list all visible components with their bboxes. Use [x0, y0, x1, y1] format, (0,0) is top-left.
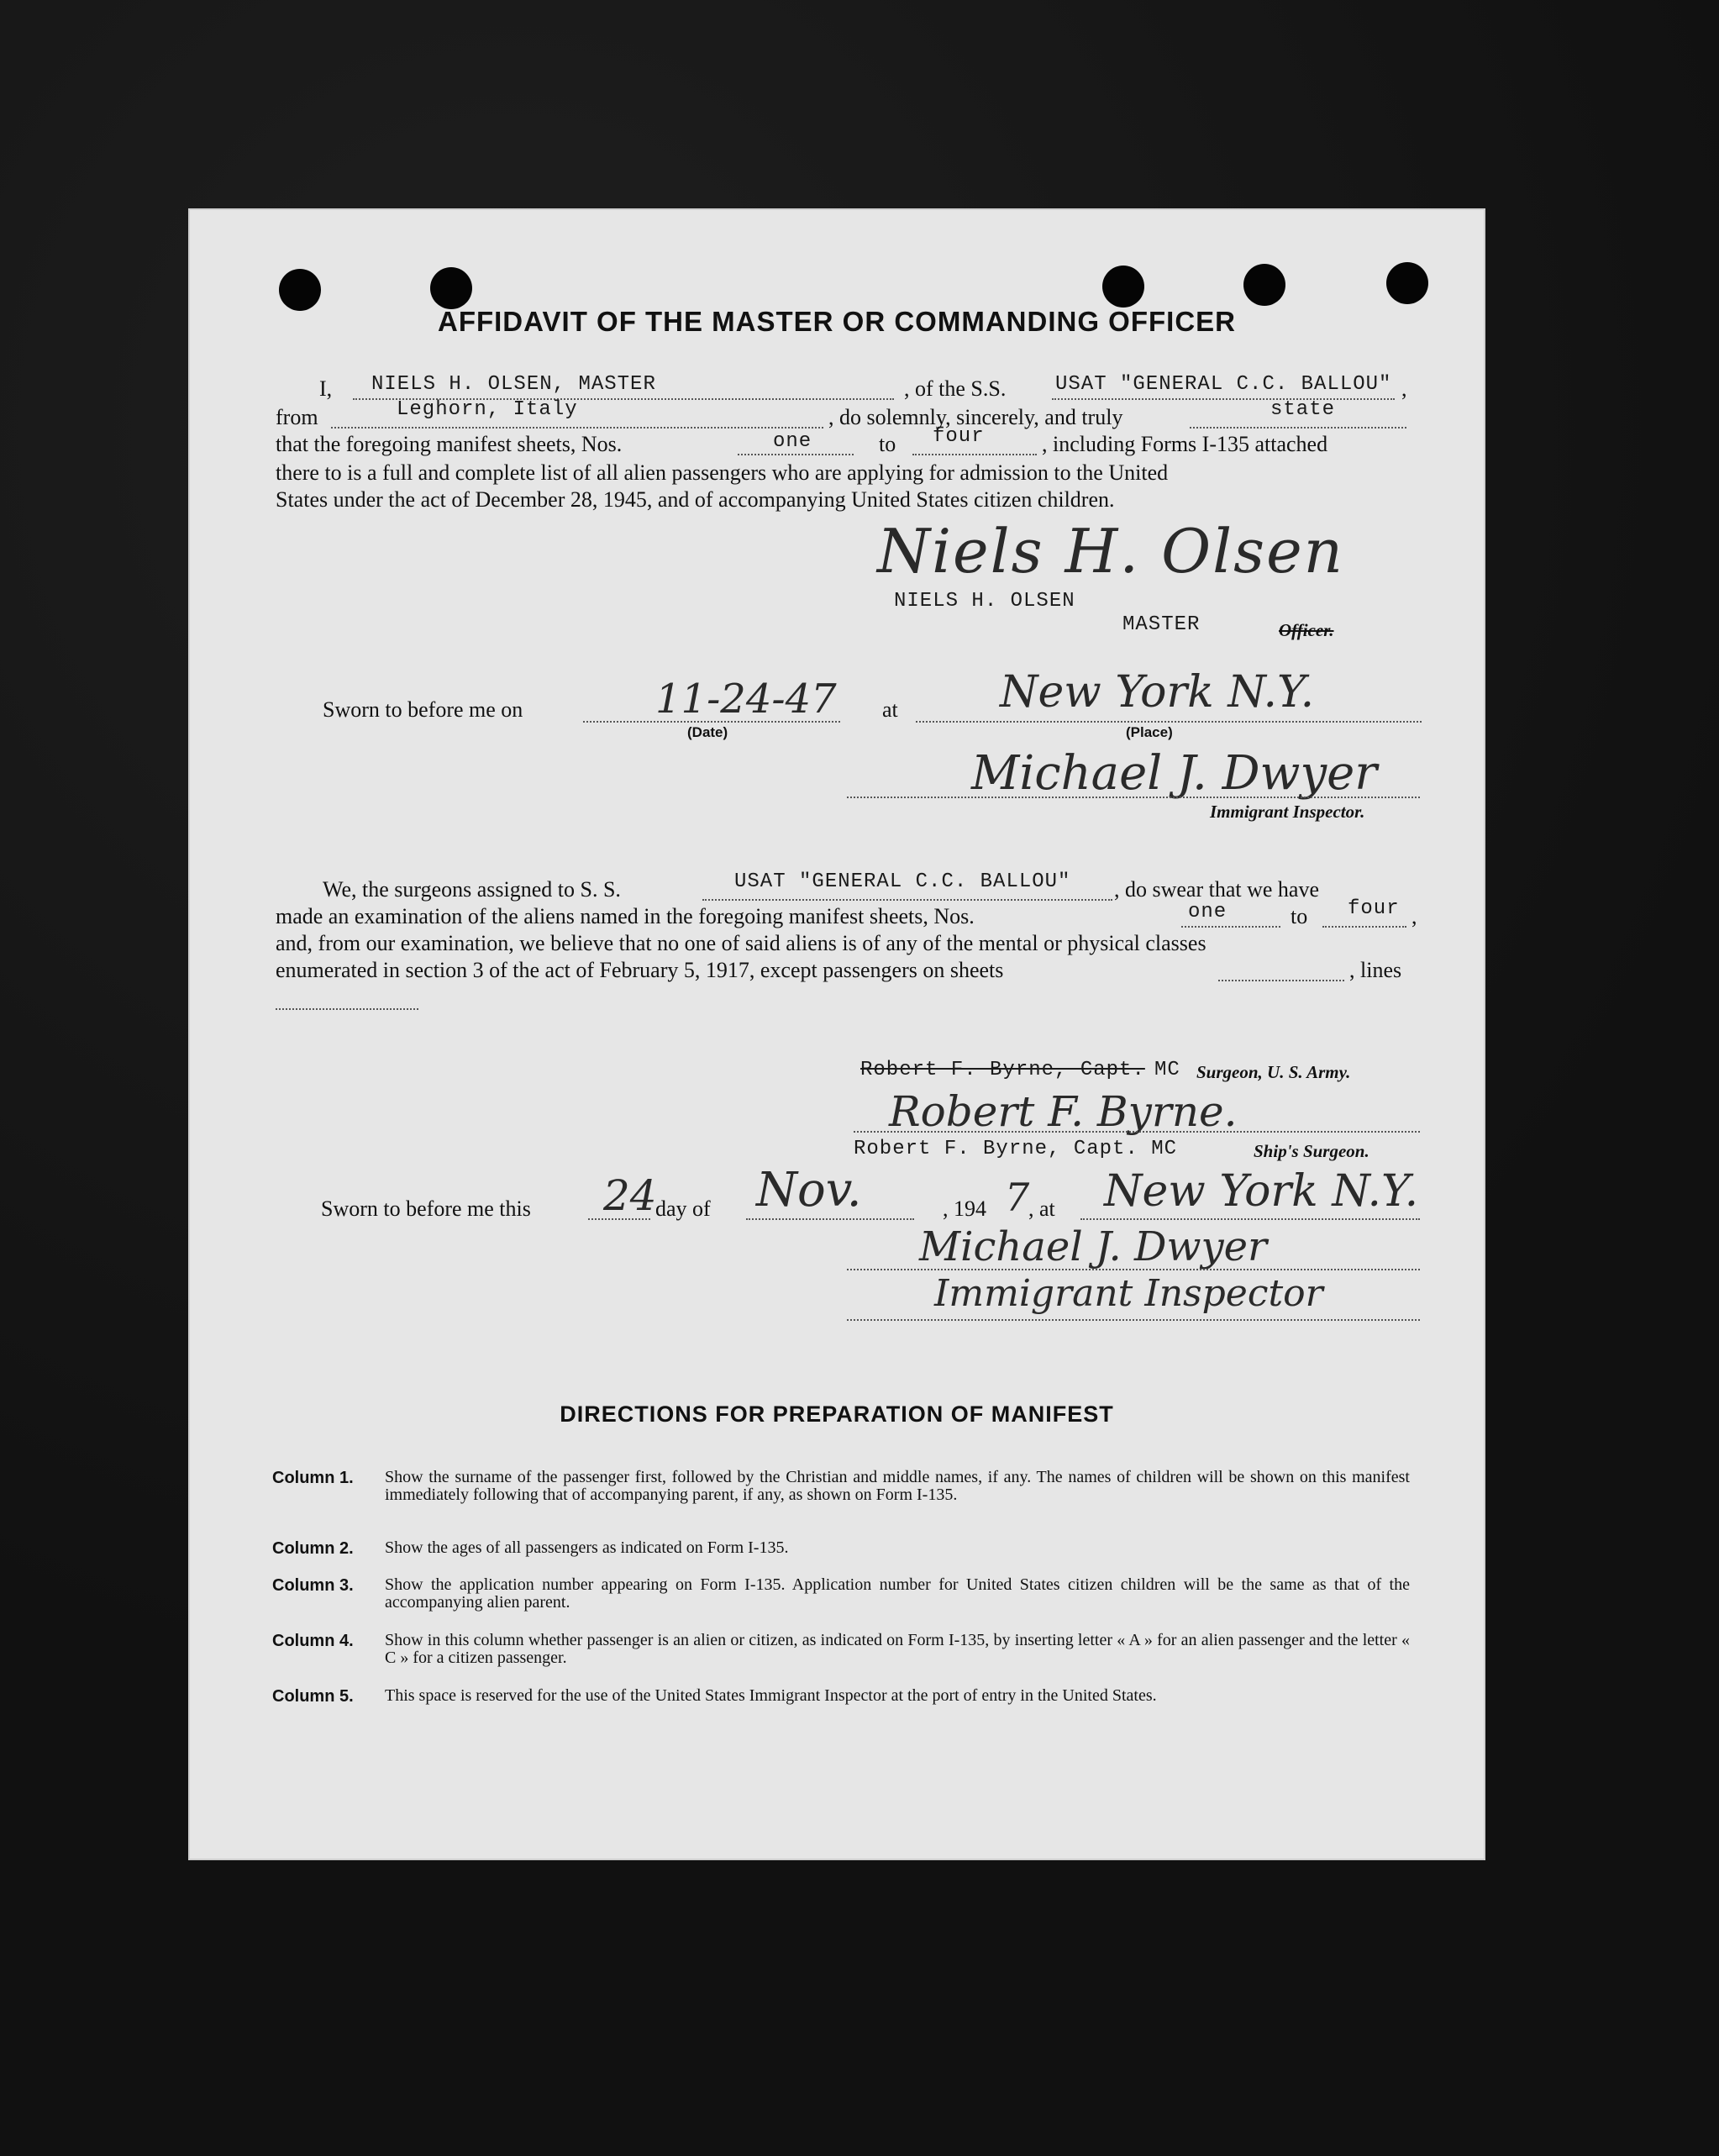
column-2-text: Show the ages of all passengers as indicated on Form I-135.: [385, 1538, 789, 1557]
surgeon-signature: Robert F. Byrne.: [889, 1087, 1238, 1136]
port-field: Leghorn, Italy: [397, 398, 578, 421]
text-day-of: day of: [655, 1196, 711, 1221]
inspector-signature-1: Michael J. Dwyer: [971, 746, 1377, 801]
master-signature: Niels H. Olsen: [877, 516, 1345, 586]
text-i: I,: [319, 376, 333, 401]
date-caption: (Date): [687, 724, 728, 740]
surgeon-line: [854, 1131, 1420, 1133]
text-of-the-ss: , of the S.S.: [904, 376, 1007, 401]
sworn-place-handwritten: New York N.Y.: [1000, 667, 1315, 718]
sworn-day-handwritten: 24: [603, 1171, 657, 1220]
directions-heading: DIRECTIONS FOR PREPARATION OF MANIFEST: [560, 1401, 1114, 1427]
sheets-line: [1218, 980, 1344, 981]
sworn-date-handwritten: 11-24-47: [655, 676, 837, 723]
text-comma-2: ,: [1411, 904, 1417, 928]
text-comma: ,: [1401, 376, 1407, 401]
state-field: state: [1270, 398, 1336, 421]
text-solemnly: , do solemnly, sincerely, and truly: [828, 405, 1123, 429]
surgeon-typed-name: Robert F. Byrne, Capt. MC: [854, 1138, 1178, 1160]
text-at-2: , at: [1028, 1196, 1055, 1221]
sworn-place-handwritten-2: New York N.Y.: [1104, 1166, 1419, 1217]
surgeon-ship-field: USAT "GENERAL C.C. BALLOU": [734, 870, 1071, 893]
text-act-1945: States under the act of December 28, 1945, and of accompanying United States citizen children.: [276, 487, 1115, 512]
column-4-text: Show in this column whether passenger is an alien or citizen, as indicated on Form I-135, by inserting letter « A » for an alien passenger and the letter « C » for a citizen passenger.: [385, 1631, 1410, 1667]
sworn-on-label: Sworn to before me on: [323, 697, 523, 722]
column-3-label: Column 3.: [272, 1576, 354, 1595]
column-1-text: Show the surname of the passenger first, followed by the Christian and middle names, if any. The names of children will be shown on this manifest immediately following that of accompanying parent, if any, as shown on Form I-135.: [385, 1468, 1410, 1504]
column-5-text: This space is reserved for the use of the United States Immigrant Inspector at the port of entry in the United States.: [385, 1686, 1157, 1705]
inspector-line-2b: [847, 1319, 1420, 1321]
document-page: [188, 208, 1485, 1860]
column-3-text: Show the application number appearing on Form I-135. Application number for United States citizen children will be the same as that of the accompanying alien parent.: [385, 1575, 1410, 1612]
place-caption: (Place): [1126, 724, 1173, 740]
month-line: [746, 1218, 914, 1220]
punch-hole: [430, 267, 472, 309]
text-our-examination: and, from our examination, we believe that no one of said aliens is of any of the mental or physical classes: [276, 931, 1206, 955]
sworn-this-label: Sworn to before me this: [321, 1196, 531, 1221]
inspector-line-2a: [847, 1269, 1420, 1270]
text-made-examination: made an examination of the aliens named in the foregoing manifest sheets, Nos.: [276, 904, 975, 928]
ship-name-field: USAT "GENERAL C.C. BALLOU": [1055, 373, 1392, 396]
text-surgeons-assigned: We, the surgeons assigned to S. S.: [323, 877, 621, 902]
sheet-from-field: one: [773, 430, 812, 453]
immigrant-inspector-label: Immigrant Inspector.: [1210, 802, 1365, 822]
state-line: [1190, 427, 1406, 429]
sworn-month-handwritten: Nov.: [756, 1163, 862, 1217]
surgeon-ship-line: [702, 899, 1112, 901]
port-line: [331, 427, 823, 429]
text-lines: , lines: [1349, 958, 1402, 982]
master-name-field: NIELS H. OLSEN, MASTER: [371, 373, 656, 396]
master-typed-name: NIELS H. OLSEN: [894, 590, 1075, 613]
sworn-year-handwritten: 7: [1005, 1175, 1030, 1220]
surgeon-sheet-to-field: four: [1348, 897, 1400, 920]
place-line-2: [1080, 1218, 1420, 1220]
punch-hole: [1102, 266, 1144, 308]
text-including-forms: , including Forms I-135 attached: [1042, 432, 1328, 456]
text-section-3: enumerated in section 3 of the act of February 5, 1917, except passengers on sheets: [276, 958, 1004, 982]
text-to-2: to: [1291, 904, 1308, 928]
column-4-label: Column 4.: [272, 1632, 354, 1650]
surgeon-army-label: Surgeon, U. S. Army.: [1196, 1062, 1351, 1082]
punch-hole: [279, 269, 321, 311]
text-at: at: [882, 697, 898, 722]
struck-officer-label: Officer.: [1279, 620, 1334, 640]
inspector-line-1: [847, 797, 1420, 798]
surgeon-sheet-to-line: [1322, 926, 1406, 928]
sheet-from-line: [738, 454, 854, 455]
text-year-prefix: , 194: [943, 1196, 986, 1221]
punch-hole: [1386, 262, 1428, 304]
sheet-to-line: [912, 454, 1037, 455]
text-do-swear: , do swear that we have: [1114, 877, 1320, 902]
struck-army-surgeon-name: Robert F. Byrne, Capt.: [860, 1059, 1145, 1081]
text-full-list: there to is a full and complete list of all alien passengers who are applying for admission to the United: [276, 460, 1169, 485]
column-5-label: Column 5.: [272, 1687, 354, 1706]
sheet-to-field: four: [933, 425, 985, 448]
master-typed-rank: MASTER: [1122, 613, 1201, 636]
ship-line: [1052, 398, 1395, 400]
place-line: [916, 721, 1422, 723]
inspector-signature-2: Michael J. Dwyer: [919, 1223, 1267, 1270]
column-1-label: Column 1.: [272, 1469, 354, 1487]
text-to: to: [879, 432, 896, 456]
ship-surgeon-label: Ship's Surgeon.: [1254, 1141, 1369, 1161]
text-manifest-sheets: that the foregoing manifest sheets, Nos.: [276, 432, 623, 456]
army-mc: MC: [1154, 1059, 1180, 1081]
lines-continuation: [276, 1008, 418, 1010]
column-2-label: Column 2.: [272, 1539, 354, 1558]
punch-hole: [1243, 264, 1285, 306]
text-from: from: [276, 405, 318, 429]
surgeon-sheet-from-field: one: [1188, 901, 1227, 923]
affidavit-heading: AFFIDAVIT OF THE MASTER OR COMMANDING OFFICER: [437, 306, 1236, 337]
surgeon-sheet-from-line: [1181, 926, 1280, 928]
inspector-title-handwritten: Immigrant Inspector: [934, 1272, 1323, 1315]
